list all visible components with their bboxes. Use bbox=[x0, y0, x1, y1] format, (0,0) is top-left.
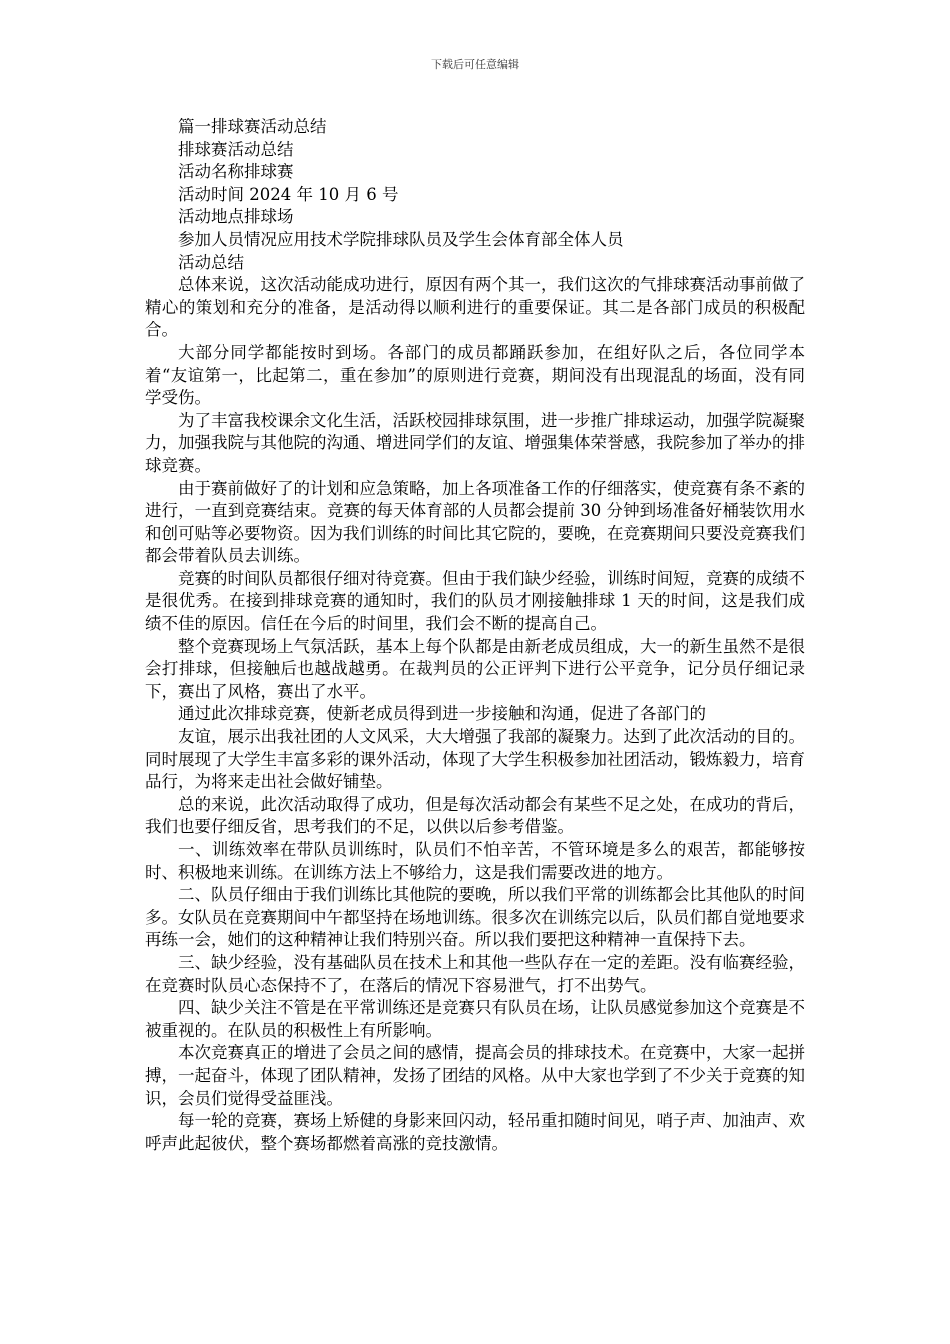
paragraph-participants: 参加人员情况应用技术学院排球队员及学生会体育部全体人员 bbox=[178, 229, 624, 249]
paragraph: 总体来说，这次活动能成功进行，原因有两个其一，我们这次的气排球赛活动事前做了精心的策划和充分的准备，是活动得以顺利进行的重要保证。其二是各部门成员的积极配合。 bbox=[145, 275, 805, 340]
paragraph-activity-time: 活动时间 2024 年 10 月 6 号 bbox=[178, 184, 399, 204]
paragraph-activity-location: 活动地点排球场 bbox=[178, 207, 294, 227]
paragraph-activity-name: 活动名称排球赛 bbox=[178, 162, 294, 182]
paragraph: 总的来说，此次活动取得了成功，但是每次活动都会有某些不足之处，在成功的背后，我们也要仔细反省，思考我们的不足，以供以后参考借鉴。 bbox=[145, 794, 805, 837]
paragraph: 二、队员仔细由于我们训练比其他院的要晚，所以我们平常的训练都会比其他队的时间多。女队员在竞赛期间中午都坚持在场地训练。很多次在训练完以后，队员们都自觉地要求再练一会，她们的这种精神让我们特别兴奋。所以我们要把这种精神一直保持下去。 bbox=[145, 885, 805, 950]
paragraph: 每一轮的竞赛，赛场上矫健的身影来回闪动，轻吊重扣随时间见，哨子声、加油声、欢呼声此起彼伏，整个赛场都燃着高涨的竞技激情。 bbox=[145, 1111, 805, 1153]
paragraph: 友谊，展示出我社团的人文风采，大大增强了我部的凝聚力。达到了此次活动的目的。同时展现了大学生丰富多彩的课外活动，体现了大学生积极参加社团活动，锻炼毅力，培育品行，为将来走出社会做好铺垫。 bbox=[145, 727, 805, 792]
paragraph: 一、训练效率在带队员训练时，队员们不怕辛苦，不管环境是多么的艰苦，都能够按时、积极地来训练。在训练方法上不够给力，这是我们需要改进的地方。 bbox=[145, 840, 805, 882]
paragraph: 由于赛前做好了的计划和应急策略，加上各项准备工作的仔细落实，使竞赛有条不紊的进行，一直到竞赛结束。竞赛的每天体育部的人员都会提前 30 分钟到场准备好桶装饮用水和创可贴等必要物资。因为我们训练的时间比其它院的，要晚，在竞赛期间只要没竞赛我们都会带着队员去训练。 bbox=[145, 478, 805, 566]
paragraph-title: 篇一排球赛活动总结 bbox=[178, 117, 327, 136]
paragraph: 四、缺少关注不管是在平常训练还是竞赛只有队员在场，让队员感觉参加这个竞赛是不被重视的。在队员的积极性上有所影响。 bbox=[145, 998, 805, 1040]
paragraph-summary-heading: 活动总结 bbox=[178, 252, 244, 272]
paragraph: 三、缺少经验，没有基础队员在技术上和其他一些队存在一定的差距。没有临赛经验，在竞赛时队员心态保持不了，在落后的情况下容易泄气，打不出势气。 bbox=[145, 952, 805, 995]
paragraph: 为了丰富我校课余文化生活，活跃校园排球氛围，进一步推广排球运动，加强学院凝聚力，加强我院与其他院的沟通、增进同学们的友谊、增强集体荣誉感，我院参加了举办的排球竞赛。 bbox=[145, 410, 805, 475]
paragraph: 通过此次排球竞赛，使新老成员得到进一步接触和沟通，促进了各部门的 bbox=[178, 704, 706, 724]
paragraph: 整个竞赛现场上气氛活跃，基本上每个队都是由新老成员组成，大一的新生虽然不是很会打排球，但接触后也越战越勇。在裁判员的公正评判下进行公平竞争，记分员仔细记录下，赛出了风格，赛出了水平。 bbox=[145, 636, 805, 701]
paragraph-subtitle: 排球赛活动总结 bbox=[178, 139, 294, 159]
paragraph: 大部分同学都能按时到场。各部门的成员都踊跃参加，在组好队之后，各位同学本着“友谊第一，比起第二，重在参加”的原则进行竞赛，期间没有出现混乱的场面，没有同学受伤。 bbox=[145, 342, 805, 408]
page-header: 下载后可任意编辑 bbox=[431, 58, 519, 71]
paragraph: 本次竞赛真正的增进了会员之间的感情，提高会员的排球技术。在竞赛中，大家一起拼搏，一起奋斗，体现了团队精神，发扬了团结的风格。从中大家也学到了不少关于竞赛的知识，会员们觉得受益匪浅。 bbox=[145, 1043, 805, 1108]
document-body bbox=[145, 116, 805, 1155]
paragraph: 竞赛的时间队员都很仔细对待竞赛。但由于我们缺少经验，训练时间短，竞赛的成绩不是很优秀。在接到排球竞赛的通知时，我们的队员才刚接触排球 1 天的时间，这是我们成绩不佳的原因。信任在今后的时间里，我们会不断的提高自己。 bbox=[145, 568, 805, 634]
